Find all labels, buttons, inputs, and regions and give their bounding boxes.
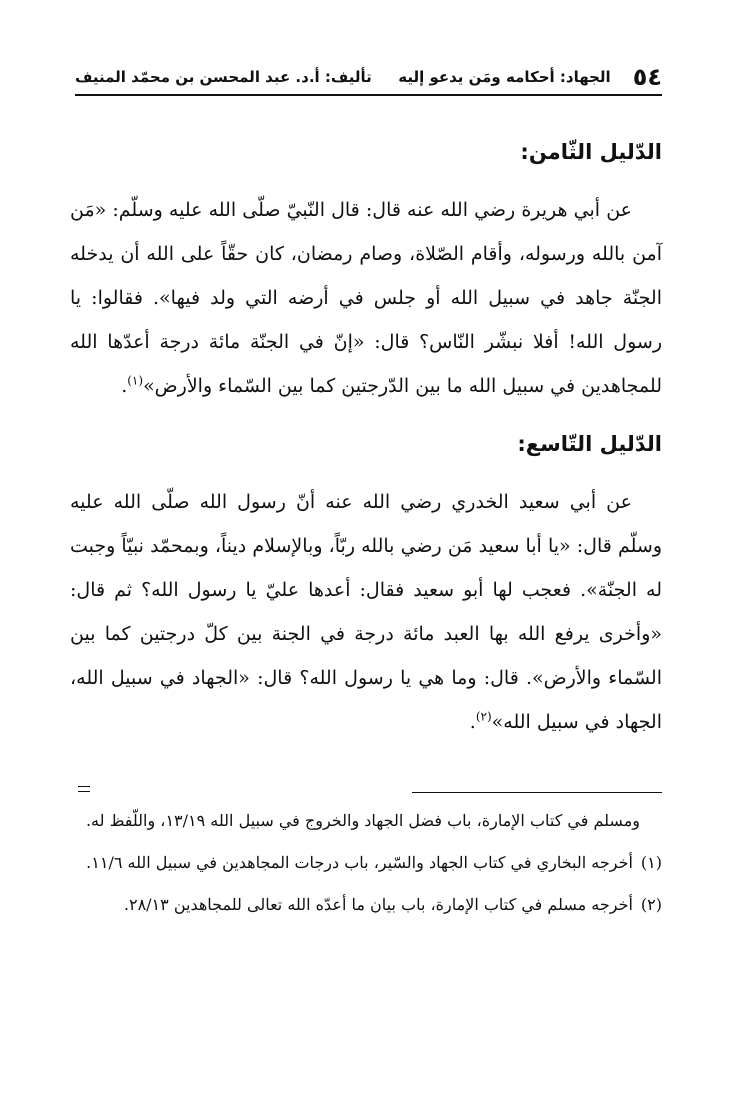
footnote-ref-2[interactable]: (٢) — [475, 709, 492, 724]
footnote-continuation-mark — [78, 786, 90, 792]
footnote-divider — [412, 792, 662, 793]
header-right-group — [398, 63, 662, 91]
running-header — [75, 60, 662, 96]
hadith-text-eighth: عن أبي هريرة رضي الله عنه قال: قال النّبيّ صلّى الله عليه وسلّم: «مَن آمن بالله ورسوله، وأقام الصّلاة، وصام رمضان، كان حقّاً على الله أن يدخله الجنّة جاهد في سبيل الله أو جلس في أرضه التي ولد فيها». فقالوا: يا رسول الله! أفلا نبشّر النّاس؟ قال: «إنّ في الجنّة مائة درجة أعدّها الله للمجاهدين في سبيل الله ما بين الدّرجتين كما بين السّماء والأرض» — [70, 199, 662, 397]
section-text-ninth: عن أبي سعيد الخدري رضي الله عنه أنّ رسول الله صلّى الله عليه وسلّم قال: «يا أبا سعيد مَن رضي بالله ربّاً، وبالإسلام ديناً، وبمحمّد نبيّاً وجبت له الجنّة». فعجب لها أبو سعيد فقال: أعدها عليّ يا رسول الله؟ ثم قال: «وأخرى يرفع الله بها العبد مائة درجة في الجنة بين كلّ درجتين كما بين السّماء والأرض». قال: وما هي يا رسول الله؟ قال: «الجهاد في سبيل الله، الجهاد في سبيل الله»$^{(٢)}$. — [70, 491, 662, 733]
footnote-1-number: (١) — [640, 853, 662, 872]
footnote-ref-1[interactable]: (١) — [127, 373, 144, 388]
page-number: ٥٤ — [632, 63, 662, 91]
hadith-text-ninth: عن أبي سعيد الخدري رضي الله عنه أنّ رسول الله صلّى الله عليه وسلّم قال: «يا أبا سعيد مَن رضي بالله ربّاً، وبالإسلام ديناً، وبمحمّد نبيّاً وجبت له الجنّة». فعجب لها أبو سعيد فقال: أعدها عليّ يا رسول الله؟ ثم قال: «وأخرى يرفع الله بها العبد مائة درجة في الجنة بين كلّ درجتين كما بين السّماء والأرض». قال: وما هي يا رسول الله؟ قال: «الجهاد في سبيل الله، الجهاد في سبيل الله» — [70, 491, 662, 733]
main-content — [70, 120, 662, 744]
section-text-eighth: عن أبي هريرة رضي الله عنه قال: قال النّبيّ صلّى الله عليه وسلّم: «مَن آمن بالله ورسوله، وأقام الصّلاة، وصام رمضان، كان حقّاً على الله أن يدخله الجنّة جاهد في سبيل الله أو جلس في أرضه التي ولد فيها». فقالوا: يا رسول الله! أفلا نبشّر النّاس؟ قال: «إنّ في الجنّة مائة درجة أعدّها الله للمجاهدين في سبيل الله ما بين الدّرجتين كما بين السّماء والأرض»$^{(١)}$. — [70, 199, 662, 397]
footnote-1-text: أخرجه البخاري في كتاب الجهاد والسّير، باب درجات المجاهدين في سبيل الله ١١/٦. — [86, 853, 633, 872]
section-heading-ninth: الدّليل التّاسع: — [517, 432, 662, 456]
footnotes-area — [78, 804, 662, 930]
footnote-1 — [78, 846, 662, 880]
author-line: تأليف: أ.د. عبد المحسن بن محمّد المنيف — [75, 68, 372, 86]
book-title: الجهاد: أحكامه ومَن يدعو إليه — [398, 68, 611, 86]
footnote-2-number: (٢) — [640, 895, 662, 914]
footnote-continuation: ومسلم في كتاب الإمارة، باب فضل الجهاد والخروج في سبيل الله ١٣/١٩، واللّفظ له. — [85, 811, 640, 830]
section-heading-eighth: الدّليل الثّامن: — [520, 140, 662, 164]
footnote-2 — [78, 888, 662, 922]
footnote-2-text: أخرجه مسلم في كتاب الإمارة، باب بيان ما أعدّه الله تعالى للمجاهدين ٢٨/١٣. — [123, 895, 633, 914]
